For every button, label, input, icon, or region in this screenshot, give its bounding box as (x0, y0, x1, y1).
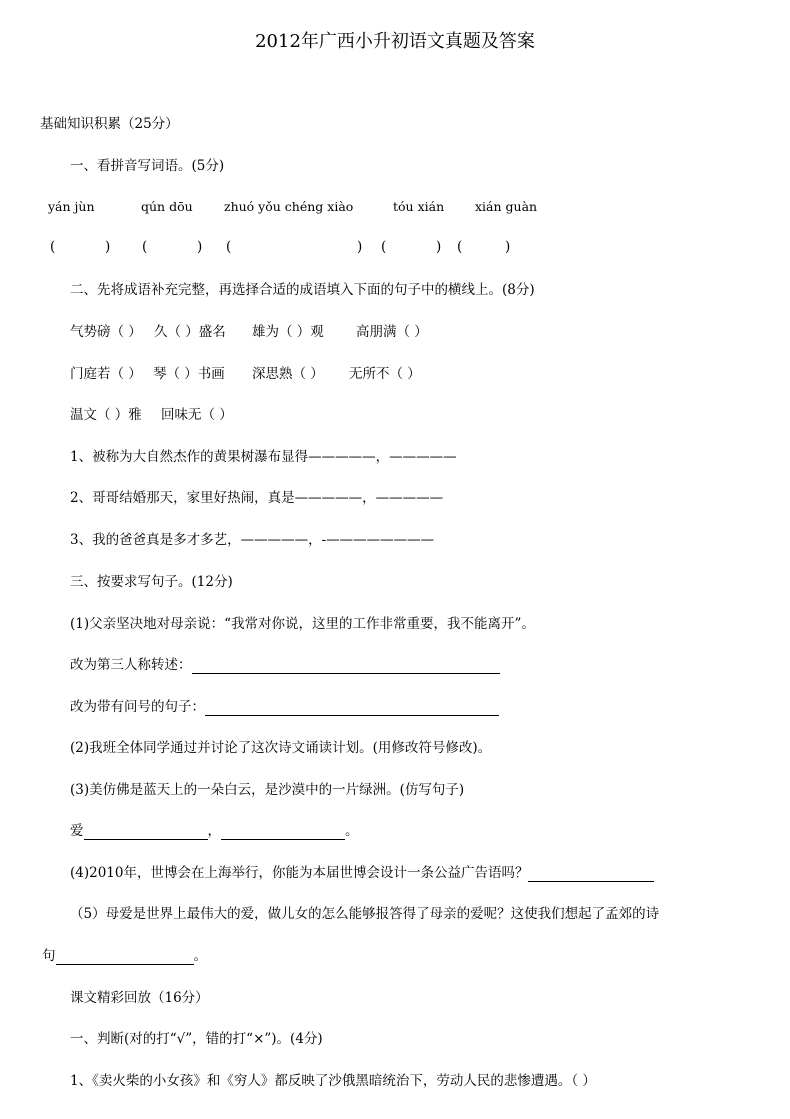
answer-line-3a-2[interactable] (221, 825, 345, 840)
blank-3-open: ( (226, 239, 232, 255)
idiom-4: 高朋满（ ） (356, 324, 428, 340)
section-basic-heading: 基础知识积累（25分） (40, 116, 179, 132)
idiom-10: 回味无（ ） (161, 407, 233, 423)
q3-part-5-end: 。 (193, 948, 207, 964)
q3-part-4-text: (4)2010年，世博会在上海举行，你能为本届世博会设计一条公益广告语吗？ (70, 865, 529, 881)
q3-part-3a-sep: ， (207, 823, 221, 839)
q2-sentence-3: 3、我的爸爸真是多才多艺，—————，-———————— (70, 532, 435, 548)
answer-line-4[interactable] (528, 867, 654, 882)
idiom-8: 无所不（ ） (349, 366, 421, 382)
blank-5-close: ) (505, 239, 511, 255)
q1-heading: 一、看拼音写词语。(5分) (70, 158, 225, 174)
blank-1-close: ) (105, 239, 111, 255)
q3-heading: 三、按要求写句子。(12分) (70, 574, 233, 590)
blank-1-open: ( (50, 239, 56, 255)
section-text-heading: 课文精彩回放（16分） (70, 990, 209, 1006)
q3-part-3: (3)美仿佛是蓝天上的一朵白云，是沙漠中的一片绿洲。(仿写句子) (70, 782, 465, 798)
q2-sentence-2: 2、哥哥结婚那天，家里好热闹，真是—————，————— (70, 490, 444, 506)
idiom-3: 雄为（ ）观 (252, 324, 324, 340)
pinyin-5: xián guàn (475, 199, 538, 214)
answer-line-5[interactable] (56, 950, 194, 965)
idiom-9: 温文（ ）雅 (70, 407, 142, 423)
q3-part-3a (70, 822, 359, 840)
q3-part-1: (1)父亲坚决地对母亲说：“我常对你说，这里的工作非常重要，我不能离开”。 (70, 616, 535, 632)
blank-3-close: ) (357, 239, 363, 255)
q3-part-5-line-2 (42, 947, 207, 965)
document-title: 2012年广西小升初语文真题及答案 (255, 31, 535, 52)
q3-part-1a-text: 改为第三人称转述： (70, 657, 192, 673)
pinyin-1: yán jùn (48, 199, 95, 214)
pinyin-4: tóu xián (393, 199, 445, 214)
q4-heading: 一、判断(对的打“√”，错的打“×”)。(4分) (70, 1031, 323, 1047)
q3-part-4 (70, 864, 654, 882)
q3-part-5-prefix: 句 (42, 948, 56, 964)
q3-part-2: (2)我班全体同学通过并讨论了这次诗文诵读计划。(用修改符号修改)。 (70, 740, 492, 756)
idiom-1: 气势磅（ ） (70, 324, 142, 340)
idiom-7: 深思熟（ ） (252, 366, 324, 382)
idiom-6: 琴（ ）书画 (153, 366, 225, 382)
blank-4-open: ( (381, 239, 387, 255)
q3-part-5-line-1: （5）母爱是世界上最伟大的爱，做儿女的怎么能够报答得了母亲的爱呢？这使我们想起了孟郊的诗 (70, 906, 660, 922)
answer-line-3a-1[interactable] (84, 825, 208, 840)
blank-2-open: ( (142, 239, 148, 255)
pinyin-2: qún dōu (141, 199, 193, 214)
q3-part-1a-label (70, 656, 500, 674)
idiom-5: 门庭若（ ） (70, 366, 142, 382)
q3-part-1b-text: 改为带有问号的句子： (70, 699, 205, 715)
q2-heading: 二、先将成语补充完整，再选择合适的成语填入下面的句子中的横线上。(8分) (70, 282, 535, 298)
answer-line-1b[interactable] (205, 701, 499, 716)
q3-part-1b-label (70, 698, 499, 716)
q3-part-3a-prefix: 爱 (70, 823, 84, 839)
idiom-2: 久（ ）盛名 (154, 324, 226, 340)
q3-part-3a-end: 。 (345, 823, 359, 839)
q2-sentence-1: 1、被称为大自然杰作的黄果树瀑布显得—————，————— (70, 449, 457, 465)
blank-4-close: ) (436, 239, 442, 255)
blank-5-open: ( (457, 239, 463, 255)
answer-line-1a[interactable] (192, 659, 500, 674)
pinyin-3: zhuó yǒu chéng xiào (224, 199, 354, 214)
blank-2-close: ) (197, 239, 203, 255)
q4-sentence-1: 1、《卖火柴的小女孩》和《穷人》都反映了沙俄黑暗统治下，劳动人民的悲惨遭遇。（ ） (70, 1073, 596, 1089)
